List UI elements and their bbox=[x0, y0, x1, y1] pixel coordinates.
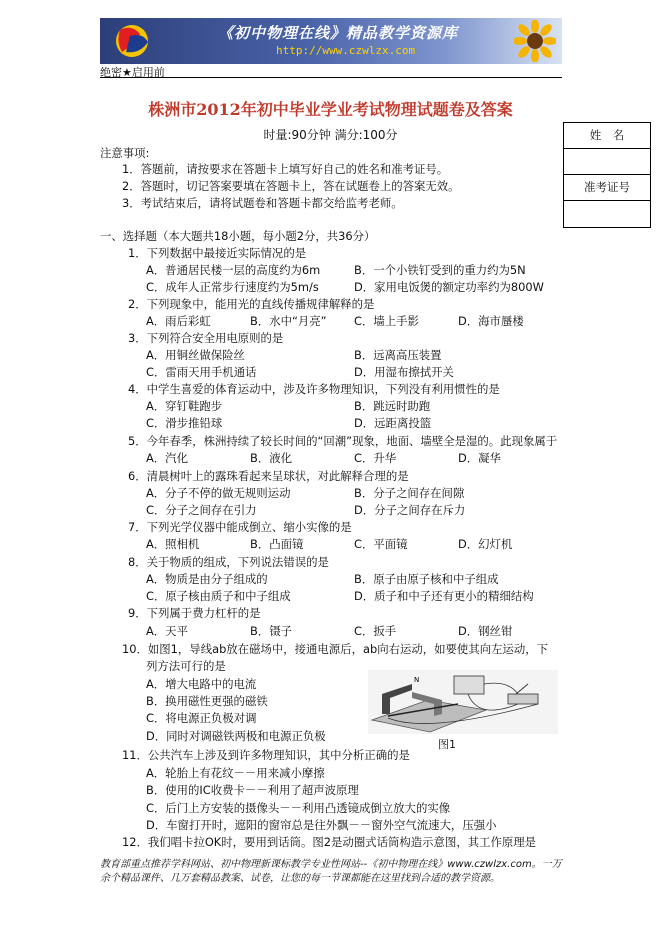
option-c: C．将电源正负极对调 bbox=[146, 711, 257, 725]
question-stem: 12．我们唱卡拉OK时，要用到话筒。图2是动圈式话筒构造示意图，其工作原理是 bbox=[122, 835, 537, 849]
option-c: C．原子核由质子和中子组成 bbox=[146, 589, 291, 603]
option-a: A．增大电路中的电流 bbox=[146, 677, 257, 691]
question-stem: 2．下列现象中，能用光的直线传播规律解释的是 bbox=[128, 297, 375, 311]
name-field bbox=[564, 149, 650, 175]
option-a: A．天平 bbox=[146, 624, 188, 638]
option-d: D．海市蜃楼 bbox=[458, 314, 524, 328]
option-a: A．照相机 bbox=[146, 537, 200, 551]
option-a: A．分子不停的做无规则运动 bbox=[146, 486, 291, 500]
option-b: B．分子之间存在间隙 bbox=[354, 486, 465, 500]
question-stem: 11．公共汽车上涉及到许多物理知识，其中分析正确的是 bbox=[122, 748, 410, 762]
option-a: A．普通居民楼一层的高度约为6m bbox=[146, 263, 321, 277]
section-heading: 一、选择题（本大题共18小题，每小题2分，共36分） bbox=[100, 229, 376, 243]
option-b: B．使用的IC收费卡－－利用了超声波原理 bbox=[146, 783, 359, 797]
exam-meta: 时量:90分钟 满分:100分 bbox=[263, 128, 398, 142]
option-a: A．穿钉鞋跑步 bbox=[146, 399, 223, 413]
figure-caption: 图1 bbox=[438, 738, 456, 751]
option-a: A．汽化 bbox=[146, 451, 188, 465]
option-b: B．凸面镜 bbox=[250, 537, 304, 551]
option-b: B．液化 bbox=[250, 451, 292, 465]
secret-label: 绝密★启用前 bbox=[100, 66, 165, 79]
option-d: D．凝华 bbox=[458, 451, 501, 465]
banner-url[interactable]: http://www.czwlzx.com bbox=[276, 44, 416, 57]
site-logo-icon bbox=[110, 22, 156, 60]
option-a: A．雨后彩虹 bbox=[146, 314, 211, 328]
option-c: C．后门上方安装的摄像头－－利用凸透镜成倒立放大的实像 bbox=[146, 801, 451, 815]
question-stem: 5．今年春季，株洲持续了较长时间的“回潮”现象，地面、墙壁全是湿的。此现象属于 bbox=[128, 434, 558, 448]
notes-heading: 注意事项: bbox=[100, 146, 150, 160]
header-banner bbox=[100, 18, 562, 64]
question-stem: 1．下列数据中最接近实际情况的是 bbox=[128, 246, 307, 260]
option-a: A．物质是由分子组成的 bbox=[146, 572, 268, 586]
question-stem: 7．下列光学仪器中能成倒立、缩小实像的是 bbox=[128, 520, 352, 534]
option-c: C．扳手 bbox=[354, 624, 397, 638]
banner-title: 《初中物理在线》精品教学资源库 bbox=[218, 24, 459, 42]
question-stem: 6．清晨树叶上的露珠看起来呈球状，对此解释合理的是 bbox=[128, 469, 409, 483]
option-b: B．换用磁性更强的磁铁 bbox=[146, 694, 268, 708]
option-c: C．滑步推铅球 bbox=[146, 416, 223, 430]
note-item: 2．答题时，切记答案要填在答题卡上，答在试题卷上的答案无效。 bbox=[122, 179, 460, 193]
header-divider bbox=[100, 77, 562, 78]
question-stem: 8．关于物质的组成，下列说法错误的是 bbox=[128, 555, 329, 569]
name-label: 姓 名 bbox=[564, 123, 650, 149]
option-d: D．质子和中子还有更小的精细结构 bbox=[354, 589, 534, 603]
option-c: C．墙上手影 bbox=[354, 314, 419, 328]
option-b: B．远离高压装置 bbox=[354, 348, 442, 362]
option-a: A．轮胎上有花纹－－用来减小摩擦 bbox=[146, 766, 325, 780]
sunflower-icon bbox=[514, 20, 556, 62]
candidate-info-box bbox=[563, 122, 651, 228]
option-d: D．远距离投篮 bbox=[354, 416, 432, 430]
figure-1-magnet-circuit bbox=[368, 670, 558, 734]
option-c: C．雷雨天用手机通话 bbox=[146, 365, 257, 379]
option-b: B．一个小铁钉受到的重力约为5N bbox=[354, 263, 526, 277]
option-b: B．原子由原子核和中子组成 bbox=[354, 572, 499, 586]
option-d: D．分子之间存在斥力 bbox=[354, 503, 466, 517]
option-b: B．镊子 bbox=[250, 624, 292, 638]
note-item: 3．考试结束后，请将试题卷和答题卡都交给监考老师。 bbox=[122, 196, 403, 210]
option-a: A．用铜丝做保险丝 bbox=[146, 348, 245, 362]
option-d: D．家用电饭煲的额定功率约为800W bbox=[354, 280, 544, 294]
exam-id-field bbox=[564, 201, 650, 226]
option-d: D．用湿布擦拭开关 bbox=[354, 365, 454, 379]
option-d: D．钢丝钳 bbox=[458, 624, 513, 638]
svg-text:N: N bbox=[414, 676, 420, 684]
question-stem: 4．中学生喜爱的体育运动中，涉及许多物理知识，下列没有利用惯性的是 bbox=[128, 382, 500, 396]
option-c: C．成年人正常步行速度约为5m/s bbox=[146, 280, 319, 294]
option-d: D．幻灯机 bbox=[458, 537, 513, 551]
option-c: C．升华 bbox=[354, 451, 397, 465]
option-d: D．车窗打开时，遮阳的窗帘总是往外飘－－窗外空气流速大，压强小 bbox=[146, 818, 497, 832]
exam-id-label: 准考证号 bbox=[564, 175, 650, 201]
page-title: 株洲市2012年初中毕业学业考试物理试题卷及答案 bbox=[148, 100, 513, 119]
note-item: 1．答题前，请按要求在答题卡上填写好自己的姓名和准考证号。 bbox=[122, 162, 449, 176]
option-c: C．平面镜 bbox=[354, 537, 408, 551]
question-stem: 9．下列属于费力杠杆的是 bbox=[128, 606, 261, 620]
question-stem: 10．如图1，导线ab放在磁场中，接通电源后，ab向右运动，如要使其向左运动，下 bbox=[122, 642, 549, 656]
question-stem: 3．下列符合安全用电原则的是 bbox=[128, 331, 284, 345]
option-b: B．跳远时助跑 bbox=[354, 399, 431, 413]
option-c: C．分子之间存在引力 bbox=[146, 503, 257, 517]
question-stem-cont: 列方法可行的是 bbox=[146, 659, 226, 673]
option-b: B．水中“月亮” bbox=[250, 314, 327, 328]
footer-note: 教育部重点推荐学科网站、初中物理新课标教学专业性网站--《初中物理在线》www.czwlzx.com。一万余个精品课件、几万套精品教案、试卷，让您的每一节课都能在这里找到合适的教学资源。 bbox=[100, 859, 562, 884]
option-d: D．同时对调磁铁两极和电源正负极 bbox=[146, 729, 326, 743]
